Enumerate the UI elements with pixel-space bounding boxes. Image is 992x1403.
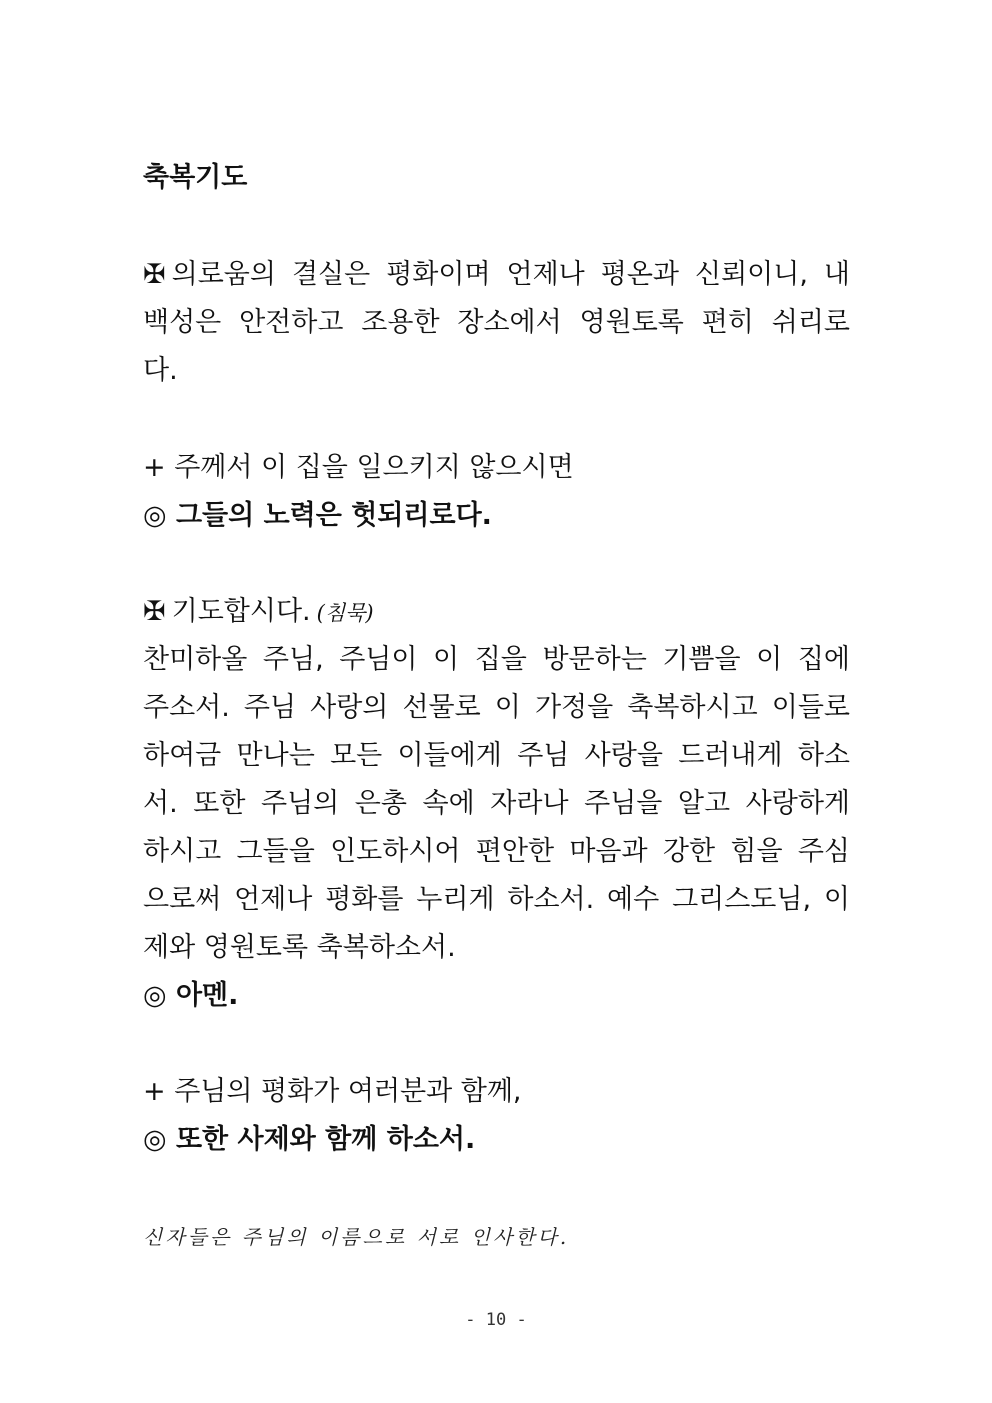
cross-icon: ✠ <box>143 596 166 627</box>
prayer-call-text: 기도합시다. <box>171 596 311 627</box>
prayer-line-5: 하시고 그들을 인도하시어 편안한 마음과 강한 힘을 주심 <box>143 836 850 867</box>
blessing-line-3: 다. <box>143 355 178 386</box>
page-number: - 10 - <box>465 1310 527 1330</box>
prayer-line-2: 주소서. 주님 사랑의 선물로 이 가정을 축복하시고 이들로 <box>143 692 850 723</box>
prayer-call <box>143 594 374 631</box>
versicle-response: ◎ 그들의 노력은 헛되리로다. <box>143 500 492 531</box>
blessing-text-1: 의로움의 결실은 평화이며 언제나 평온과 신뢰이니, 내 <box>171 259 850 290</box>
cross-icon: ✠ <box>143 259 166 290</box>
blessing-line-1 <box>143 257 850 293</box>
peace-response: ◎ 또한 사제와 함께 하소서. <box>143 1124 476 1155</box>
prayer-line-7: 제와 영원토록 축복하소서. <box>143 932 456 963</box>
prayer-line-4: 서. 또한 주님의 은총 속에 자라나 주님을 알고 사랑하게 <box>143 788 850 819</box>
silence-note: (침묵) <box>316 601 374 625</box>
prayer-line-1: 찬미하올 주님, 주님이 이 집을 방문하는 기쁨을 이 집에 <box>143 644 850 675</box>
peace-leader: + 주님의 평화가 여러분과 함께, <box>143 1076 522 1107</box>
blessing-line-2: 백성은 안전하고 조용한 장소에서 영원토록 편히 쉬리로 <box>143 307 850 338</box>
page-title: 축복기도 <box>143 162 248 193</box>
amen-response: ◎ 아멘. <box>143 980 239 1011</box>
rubric-instruction: 신자들은 주님의 이름으로 서로 인사한다. <box>143 1225 570 1249</box>
prayer-line-3: 하여금 만나는 모든 이들에게 주님 사랑을 드러내게 하소 <box>143 740 850 771</box>
prayer-line-6: 으로써 언제나 평화를 누리게 하소서. 예수 그리스도님, 이 <box>143 884 850 915</box>
versicle-leader: + 주께서 이 집을 일으키지 않으시면 <box>143 452 574 483</box>
